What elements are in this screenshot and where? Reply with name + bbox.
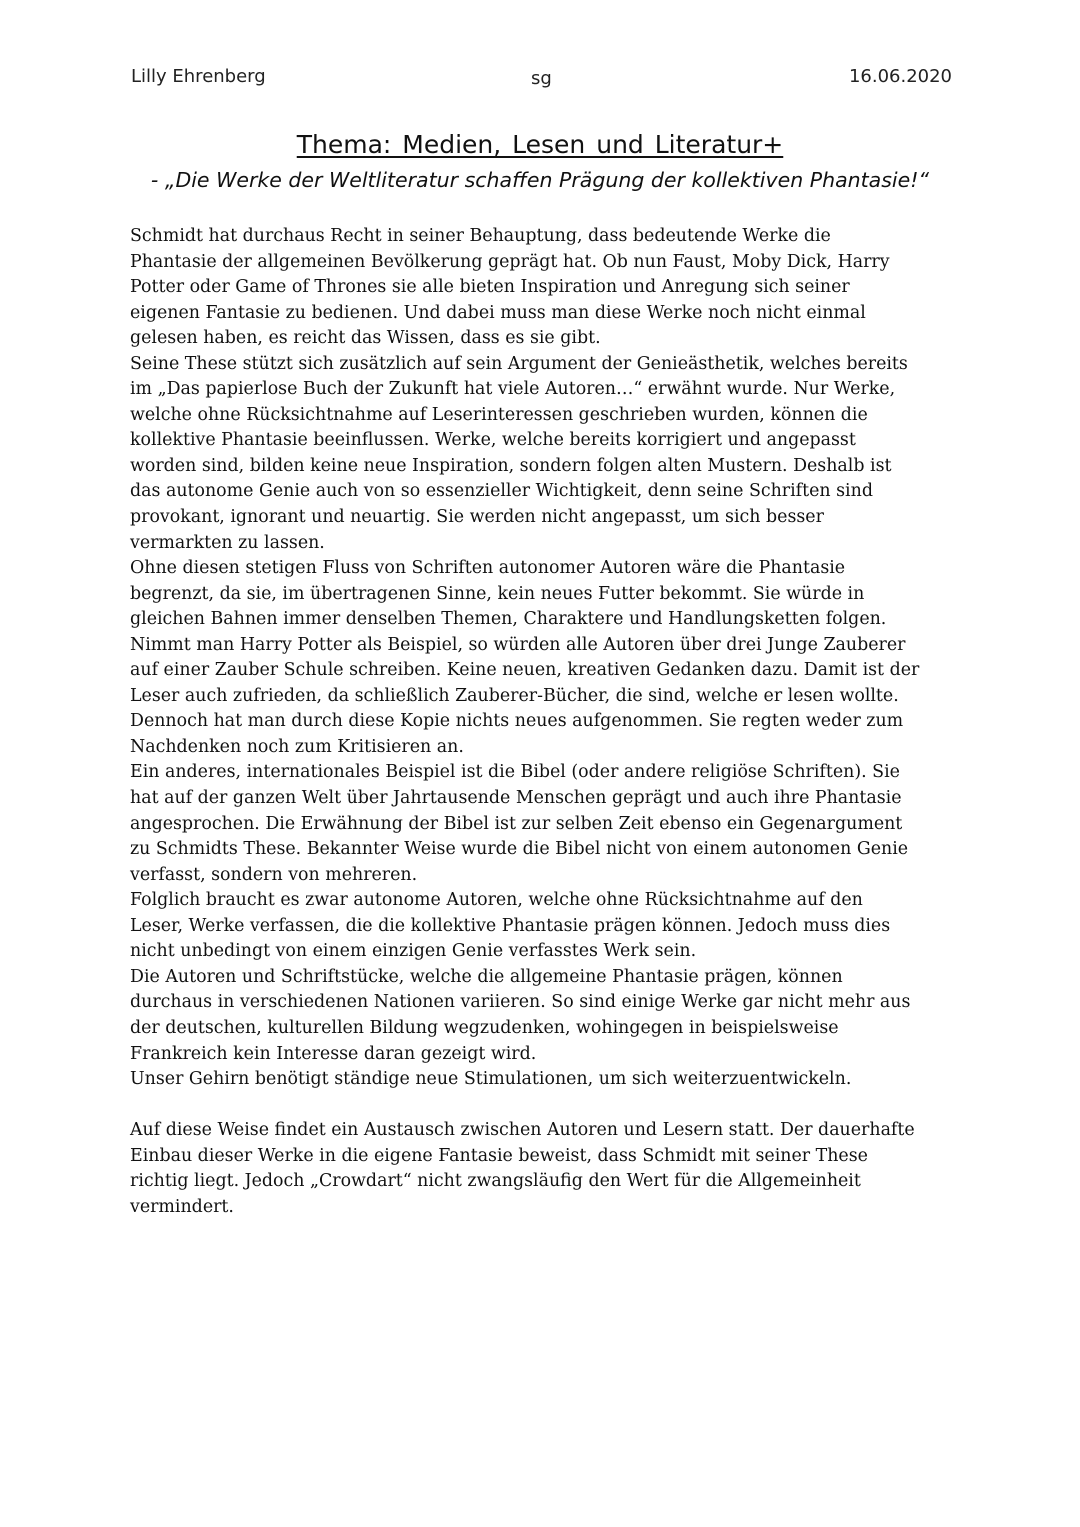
essay-line: gelesen haben, es reicht das Wissen, dass es sie gibt. [130, 328, 601, 349]
essay-line: eigenen Fantasie zu bedienen. Und dabei muss man diese Werke noch nicht einmal [130, 302, 866, 323]
essay-line: Leser auch zufrieden, da schließlich Zauberer-Bücher, die sind, welche er lesen wollte. [130, 685, 899, 706]
essay-line: Seine These stützt sich zusätzlich auf sein Argument der Genieästhetik, welches bereits [130, 353, 908, 374]
document-date: 16.06.2020 [848, 66, 952, 87]
essay-line: Nachdenken noch zum Kritisieren an. [130, 736, 464, 757]
essay-line: der deutschen, kulturellen Bildung wegzudenken, wohingegen in beispielsweise [130, 1017, 839, 1038]
essay-line: gleichen Bahnen immer denselben Themen, Charaktere und Handlungsketten folgen. [130, 609, 887, 630]
essay-body [130, 224, 960, 1220]
closing-line: Auf diese Weise findet ein Austausch zwischen Autoren und Lesern statt. Der dauerhafte [130, 1120, 915, 1141]
essay-line: begrenzt, da sie, im übertragenen Sinne, kein neues Futter bekommt. Sie würde in [130, 583, 865, 604]
essay-line: Die Autoren und Schriftstücke, welche die allgemeine Phantasie prägen, können [130, 966, 843, 987]
essay-line: welche ohne Rücksichtnahme auf Leserinteressen geschrieben wurden, können die [130, 404, 868, 425]
document-title: Thema: Medien, Lesen und Literatur+ [296, 130, 784, 159]
closing-line: vermindert. [130, 1196, 234, 1217]
essay-line: kollektive Phantasie beeinflussen. Werke, welche bereits korrigiert und angepasst [130, 430, 856, 451]
closing-line: richtig liegt. Jedoch „Crowdart“ nicht zwangsläufig den Wert für die Allgemeinheit [130, 1171, 861, 1192]
essay-line: Frankreich kein Interesse daran gezeigt wird. [130, 1043, 537, 1064]
essay-line: nicht unbedingt von einem einzigen Genie verfasstes Werk sein. [130, 941, 697, 962]
essay-line: Leser, Werke verfassen, die die kollektive Phantasie prägen können. Jedoch muss dies [130, 915, 891, 936]
essay-line: angesprochen. Die Erwähnung der Bibel ist zur selben Zeit ebenso ein Gegenargument [130, 813, 903, 834]
page-header [131, 66, 952, 94]
document-subtitle: - „Die Werke der Weltliteratur schaffen Prägung der kollektiven Phantasie!“ [150, 168, 930, 192]
essay-line: provokant, ignorant und neuartig. Sie werden nicht angepasst, um sich besser [130, 507, 824, 528]
essay-line: Folglich braucht es zwar autonome Autoren, welche ohne Rücksichtnahme auf den [130, 890, 863, 911]
essay-line: Potter oder Game of Thrones sie alle bieten Inspiration und Anregung sich seiner [130, 277, 850, 298]
essay-line: Schmidt hat durchaus Recht in seiner Behauptung, dass bedeutende Werke die [130, 226, 831, 246]
essay-line: Nimmt man Harry Potter als Beispiel, so würden alle Autoren über drei Junge Zauberer [130, 634, 906, 655]
essay-line: worden sind, bilden keine neue Inspiration, sondern folgen alten Mustern. Deshalb ist [130, 455, 892, 476]
grade-mark: sg [531, 68, 552, 89]
essay-line: Ein anderes, internationales Beispiel ist die Bibel (oder andere religiöse Schriften). Sie [130, 762, 900, 783]
essay-line: verfasst, sondern von mehreren. [130, 864, 418, 885]
essay-line: vermarkten zu lassen. [130, 532, 325, 553]
closing-line: Einbau dieser Werke in die eigene Fantasie beweist, dass Schmidt mit seiner These [130, 1145, 868, 1166]
essay-line: im „Das papierlose Buch der Zukunft hat viele Autoren…“ erwähnt wurde. Nur Werke, [130, 379, 896, 400]
essay-line: Dennoch hat man durch diese Kopie nichts neues aufgenommen. Sie regten weder zum [130, 711, 904, 732]
essay-line: Ohne diesen stetigen Fluss von Schriften autonomer Autoren wäre die Phantasie [130, 558, 846, 579]
essay-line: zu Schmidts These. Bekannter Weise wurde die Bibel nicht von einem autonomen Genie [130, 839, 909, 860]
essay-line: Phantasie der allgemeinen Bevölkerung geprägt hat. Ob nun Faust, Moby Dick, Harry [130, 251, 890, 272]
essay-line: hat auf der ganzen Welt über Jahrtausende Menschen geprägt und auch ihre Phantasie [130, 788, 902, 809]
essay-line: das autonome Genie auch von so essenzieller Wichtigkeit, denn seine Schriften sind [130, 481, 873, 502]
essay-line: durchaus in verschiedenen Nationen variieren. So sind einige Werke gar nicht mehr aus [130, 992, 911, 1013]
essay-line: auf einer Zauber Schule schreiben. Keine neuen, kreativen Gedanken dazu. Damit ist der [130, 660, 920, 681]
author-name: Lilly Ehrenberg [131, 66, 266, 87]
paragraph-gap [130, 1093, 960, 1119]
essay-line: Unser Gehirn benötigt ständige neue Stimulationen, um sich weiterzuentwickeln. [130, 1069, 852, 1090]
